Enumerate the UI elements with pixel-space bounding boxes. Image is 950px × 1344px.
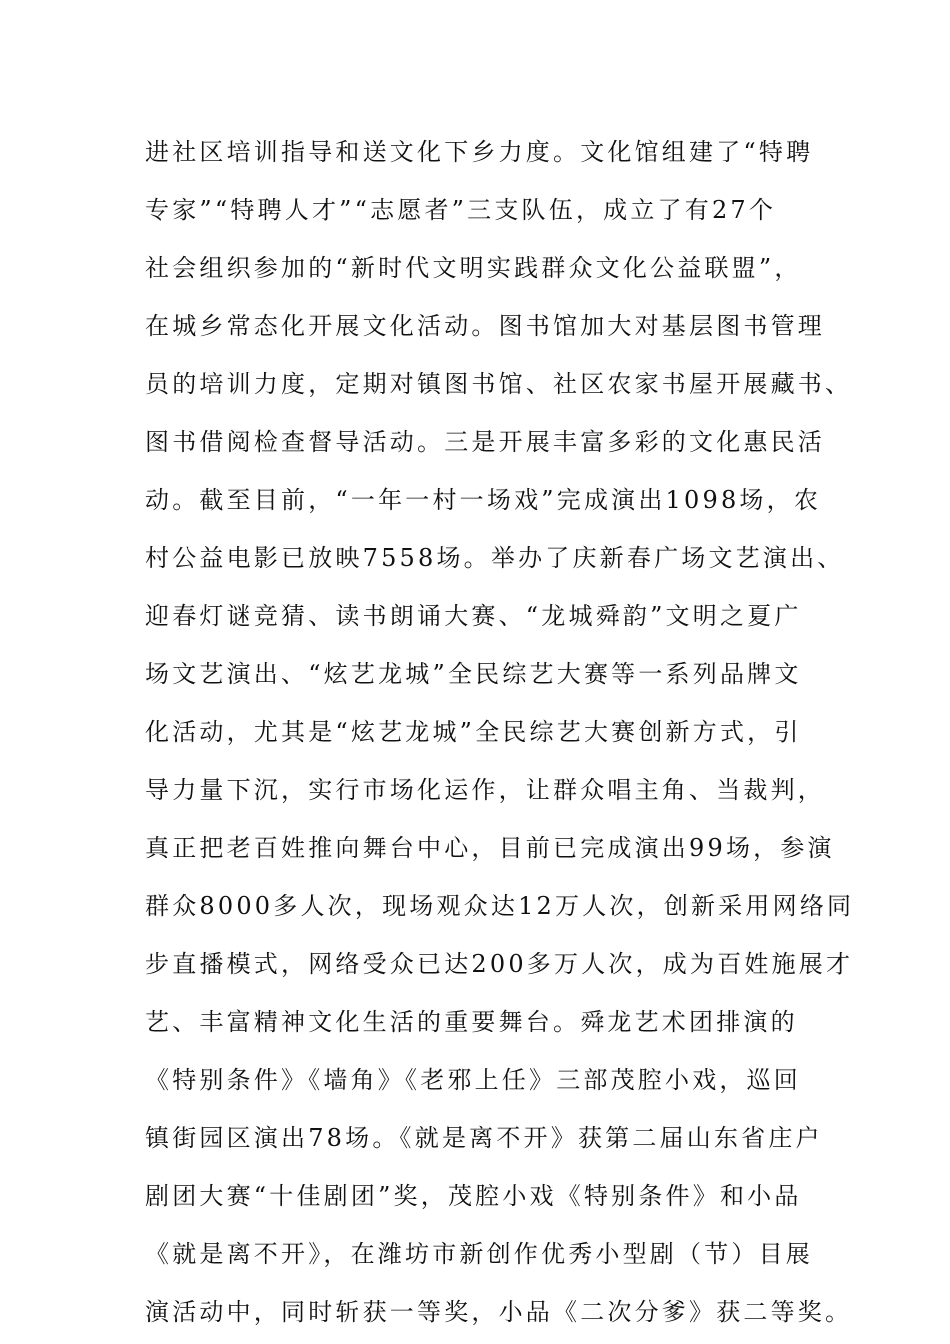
text-line: 艺、丰富精神文化生活的重要舞台。舜龙艺术团排演的	[145, 1008, 798, 1036]
body-paragraph	[145, 123, 855, 1341]
text-line: 员的培训力度，定期对镇图书馆、社区农家书屋开展藏书、	[145, 370, 853, 398]
text-line: 图书借阅检查督导活动。三是开展丰富多彩的文化惠民活	[145, 428, 825, 456]
text-line: 导力量下沉，实行市场化运作，让群众唱主角、当裁判，	[145, 776, 825, 804]
text-line: 进社区培训指导和送文化下乡力度。文化馆组建了“特聘	[145, 138, 814, 166]
text-line: 村公益电影已放映7558场。举办了庆新春广场文艺演出、	[145, 544, 845, 572]
text-line: 在城乡常态化开展文化活动。图书馆加大对基层图书管理	[145, 312, 825, 340]
text-line: 场文艺演出、“炫艺龙城”全民综艺大赛等一系列品牌文	[145, 660, 802, 688]
text-line: 迎春灯谜竞猜、读书朗诵大赛、“龙城舜韵”文明之夏广	[145, 602, 802, 630]
text-line: 真正把老百姓推向舞台中心，目前已完成演出99场，参演	[145, 834, 835, 862]
text-line: 化活动，尤其是“炫艺龙城”全民综艺大赛创新方式，引	[145, 718, 802, 746]
text-line: 镇街园区演出78场。《就是离不开》获第二届山东省庄户	[145, 1124, 823, 1152]
text-line: 步直播模式，网络受众已达200多万人次，成为百姓施展才	[145, 950, 854, 978]
text-line: 剧团大赛“十佳剧团”奖，茂腔小戏《特别条件》和小品	[145, 1182, 802, 1210]
text-line: 演活动中，同时斩获一等奖，小品《二次分爹》获二等奖。	[145, 1298, 853, 1326]
text-line: 社会组织参加的“新时代文明实践群众文化公益联盟”，	[145, 254, 802, 282]
text-line: 群众8000多人次，现场观众达12万人次，创新采用网络同	[145, 892, 855, 920]
text-line: 《特别条件》《墙角》《老邪上任》三部茂腔小戏，巡回	[145, 1066, 801, 1094]
text-line: 《就是离不开》，在潍坊市新创作优秀小型剧（节）目展	[145, 1240, 813, 1268]
text-line: 专家”“特聘人才”“志愿者”三支队伍，成立了有27个	[145, 196, 777, 224]
text-line: 动。截至目前，“一年一村一场戏”完成演出1098场，农	[145, 486, 822, 514]
